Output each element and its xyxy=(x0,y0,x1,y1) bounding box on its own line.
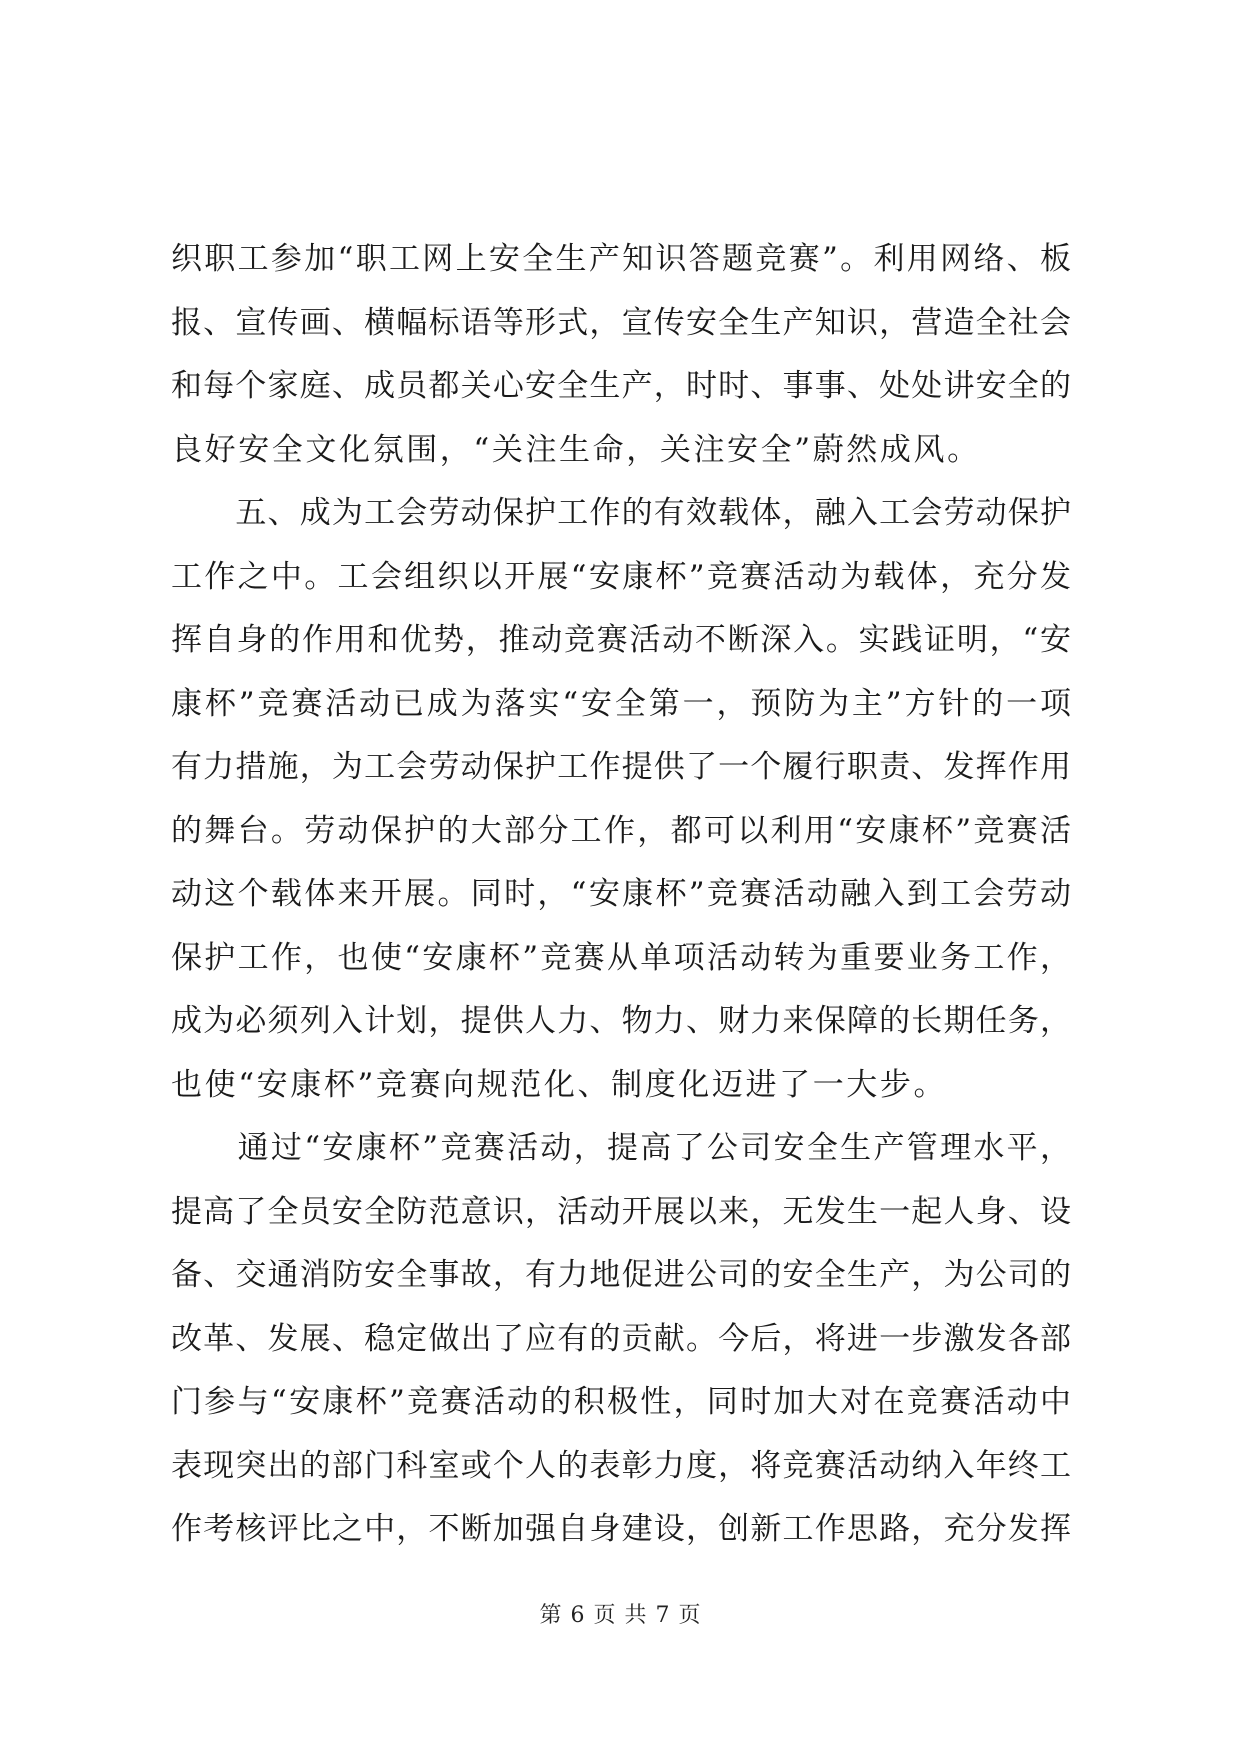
text-line: 门参与“安康杯”竞赛活动的积极性，同时加大对在竞赛活动中 xyxy=(171,1384,1071,1420)
text-line: 挥自身的作用和优势，推动竞赛活动不断深入。实践证明，“安 xyxy=(171,622,1071,658)
text-line: 成为必须列入计划，提供人力、物力、财力来保障的长期任务， xyxy=(171,1003,1071,1039)
text-line: 织职工参加“职工网上安全生产知识答题竞赛”。利用网络、板 xyxy=(171,241,1071,277)
text-line: 有力措施，为工会劳动保护工作提供了一个履行职责、发挥作用 xyxy=(171,749,1071,785)
text-line: 良好安全文化氛围，“关注生命，关注安全”蔚然成风。 xyxy=(171,431,981,468)
text-line: 动这个载体来开展。同时，“安康杯”竞赛活动融入到工会劳动 xyxy=(171,876,1071,912)
text-line: 改革、发展、稳定做出了应有的贡献。今后，将进一步激发各部 xyxy=(171,1320,1071,1357)
text-line: 的舞台。劳动保护的大部分工作，都可以利用“安康杯”竞赛活 xyxy=(171,812,1071,849)
text-line: 报、宣传画、横幅标语等形式，宣传安全生产知识，营造全社会 xyxy=(171,304,1071,341)
text-line: 和每个家庭、成员都关心安全生产，时时、事事、处处讲安全的 xyxy=(171,368,1071,404)
text-line: 备、交通消防安全事故，有力地促进公司的安全生产，为公司的 xyxy=(171,1257,1071,1293)
text-line: 工作之中。工会组织以开展“安康杯”竞赛活动为载体，充分发 xyxy=(171,558,1071,595)
body-text xyxy=(171,228,1071,1562)
text-line: 作考核评比之中，不断加强自身建设，创新工作思路，充分发挥 xyxy=(171,1511,1071,1547)
text-line: 通过“安康杯”竞赛活动，提高了公司安全生产管理水平， xyxy=(171,1130,1071,1166)
text-line: 康杯”竞赛活动已成为落实“安全第一，预防为主”方针的一项 xyxy=(171,685,1071,722)
page-number-footer: 第 6 页 共 7 页 xyxy=(539,1603,702,1628)
text-line: 五、成为工会劳动保护工作的有效载体，融入工会劳动保护 xyxy=(171,495,1071,531)
text-line: 也使“安康杯”竞赛向规范化、制度化迈进了一大步。 xyxy=(171,1066,948,1103)
text-line: 表现突出的部门科室或个人的表彰力度，将竞赛活动纳入年终工 xyxy=(171,1447,1071,1484)
text-line: 保护工作，也使“安康杯”竞赛从单项活动转为重要业务工作， xyxy=(171,939,1071,976)
text-line: 提高了全员安全防范意识，活动开展以来，无发生一起人身、设 xyxy=(171,1193,1071,1230)
